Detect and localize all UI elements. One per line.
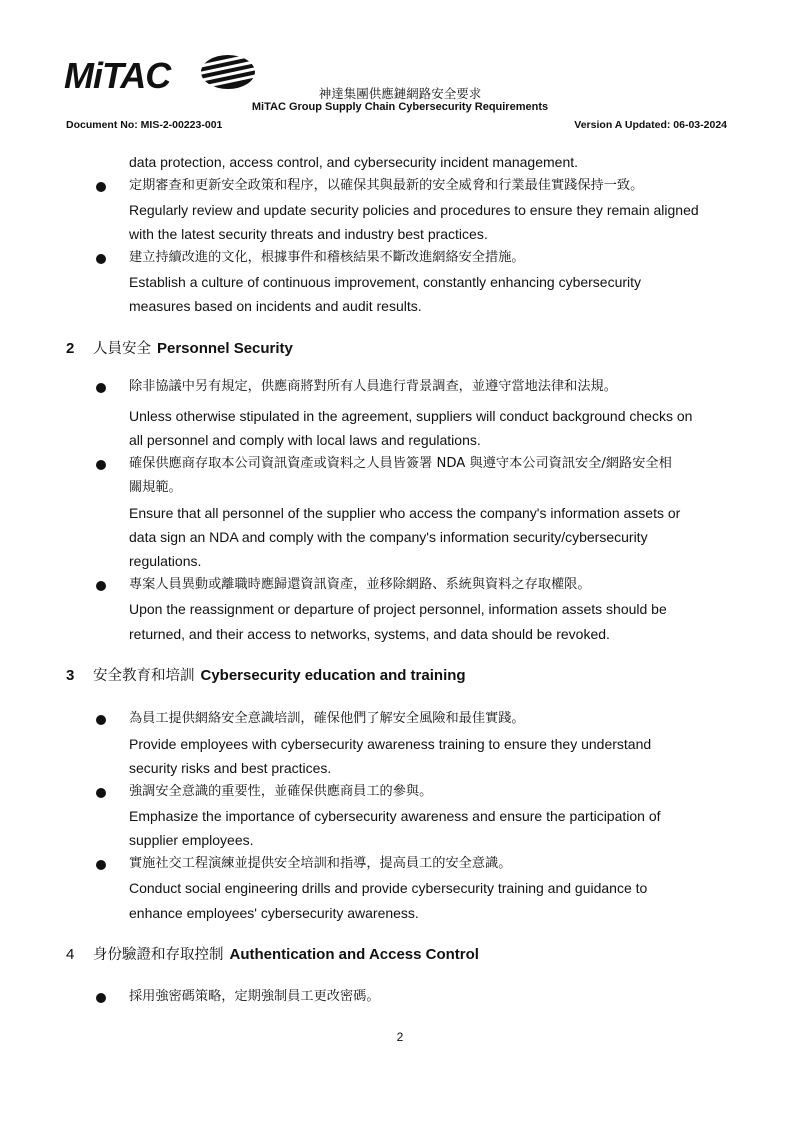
bullet-text-zh: 建立持續改進的文化，根據事件和稽核結果不斷改進網絡安全措施。 bbox=[129, 250, 525, 265]
logo-wordmark: MiTAC bbox=[64, 55, 171, 96]
document-title-zh: 神達集團供應鏈網路安全要求 bbox=[318, 86, 482, 101]
bullet-text-zh: 定期審查和更新安全政策和程序，以確保其與最新的安全威脅和行業最佳實踐保持一致。 bbox=[129, 178, 644, 193]
document-header bbox=[0, 0, 800, 140]
bullet-icon bbox=[96, 581, 106, 591]
bullet-text-en: with the latest security threats and industry best practices. bbox=[129, 226, 488, 242]
bullet-icon bbox=[96, 254, 106, 264]
bullet-text-en: measures based on incidents and audit results. bbox=[129, 298, 422, 314]
section-title-en: Cybersecurity education and training bbox=[200, 667, 466, 684]
bullet-text-zh: 為員工提供網絡安全意識培訓，確保他們了解安全風險和最佳實踐。 bbox=[129, 711, 525, 726]
bullet-text-en: Provide employees with cybersecurity awareness training to ensure they understand bbox=[129, 736, 652, 752]
section-title-en: Personnel Security bbox=[157, 340, 293, 357]
section-title-zh: 人員安全 bbox=[93, 341, 151, 357]
bullet-text-en: data sign an NDA and comply with the company's information security/cybersecurity bbox=[129, 529, 648, 545]
bullet-icon bbox=[96, 715, 106, 725]
section-heading-authentication bbox=[66, 943, 479, 967]
mitac-logo bbox=[64, 50, 264, 100]
bullet-text-zh: 確保供應商存取本公司資訊資產或資料之人員皆簽署 NDA 與遵守本公司資訊安全/網路安全相 bbox=[129, 456, 672, 471]
section-heading-personnel-security bbox=[66, 337, 293, 361]
section-number: 3 bbox=[66, 667, 75, 684]
bullet-icon bbox=[96, 460, 106, 470]
bullet-text-zh: 強調安全意識的重要性，並確保供應商員工的參與。 bbox=[129, 784, 433, 799]
bullet-text-zh: 關規範。 bbox=[129, 480, 182, 495]
bullet-text-en: Conduct social engineering drills and provide cybersecurity training and guidance to bbox=[129, 880, 648, 896]
section-number: 2 bbox=[66, 340, 75, 357]
bullet-text-en: Upon the reassignment or departure of project personnel, information assets should be bbox=[129, 601, 667, 617]
bullet-text-en: Ensure that all personnel of the supplier who access the company's information assets or bbox=[129, 505, 681, 521]
paragraph-line: data protection, access control, and cybersecurity incident management. bbox=[129, 154, 579, 170]
bullet-text-zh: 除非協議中另有規定，供應商將對所有人員進行背景調查，並遵守當地法律和法規。 bbox=[129, 379, 617, 394]
bullet-text-en: Emphasize the importance of cybersecurity awareness and ensure the participation of bbox=[129, 808, 661, 824]
section-title-zh: 身份驗證和存取控制 bbox=[93, 947, 224, 963]
bullet-text-zh: 實施社交工程演練並提供安全培訓和指導，提高員工的安全意識。 bbox=[129, 856, 512, 871]
bullet-text-en: returned, and their access to networks, systems, and data should be revoked. bbox=[129, 626, 610, 642]
bullet-text-zh: 專案人員異動或離職時應歸還資訊資產，並移除網路、系統與資料之存取權限。 bbox=[129, 577, 591, 592]
mitac-logo-graphic bbox=[64, 50, 264, 100]
section-title-en: Authentication and Access Control bbox=[229, 946, 479, 963]
bullet-text-zh: 採用強密碼策略，定期強制員工更改密碼。 bbox=[129, 989, 380, 1004]
bullet-text-en: Regularly review and update security policies and procedures to ensure they remain aligned bbox=[129, 202, 699, 218]
bullet-text-en: all personnel and comply with local laws and regulations. bbox=[129, 432, 481, 448]
section-heading-cybersecurity-education bbox=[66, 664, 466, 688]
section-title-zh: 安全教育和培訓 bbox=[93, 668, 195, 684]
bullet-icon bbox=[96, 993, 106, 1003]
bullet-text-en: enhance employees' cybersecurity awareness. bbox=[129, 905, 419, 921]
page-number: 2 bbox=[396, 1030, 404, 1044]
bullet-text-en: security risks and best practices. bbox=[129, 760, 332, 776]
bullet-text-en: supplier employees. bbox=[129, 832, 254, 848]
bullet-icon bbox=[96, 383, 106, 393]
bullet-icon bbox=[96, 182, 106, 192]
bullet-icon bbox=[96, 860, 106, 870]
bullet-text-en: regulations. bbox=[129, 553, 202, 569]
document-version: Version A Updated: 06-03-2024 bbox=[574, 119, 727, 131]
bullet-icon bbox=[96, 788, 106, 798]
bullet-text-en: Establish a culture of continuous improvement, constantly enhancing cybersecurity bbox=[129, 274, 642, 290]
document-number: Document No: MIS-2-00223-001 bbox=[66, 119, 223, 131]
document-title-en: MiTAC Group Supply Chain Cybersecurity Requirements bbox=[251, 101, 549, 113]
bullet-text-en: Unless otherwise stipulated in the agreement, suppliers will conduct background checks on bbox=[129, 408, 693, 424]
section-number: 4 bbox=[66, 946, 75, 963]
